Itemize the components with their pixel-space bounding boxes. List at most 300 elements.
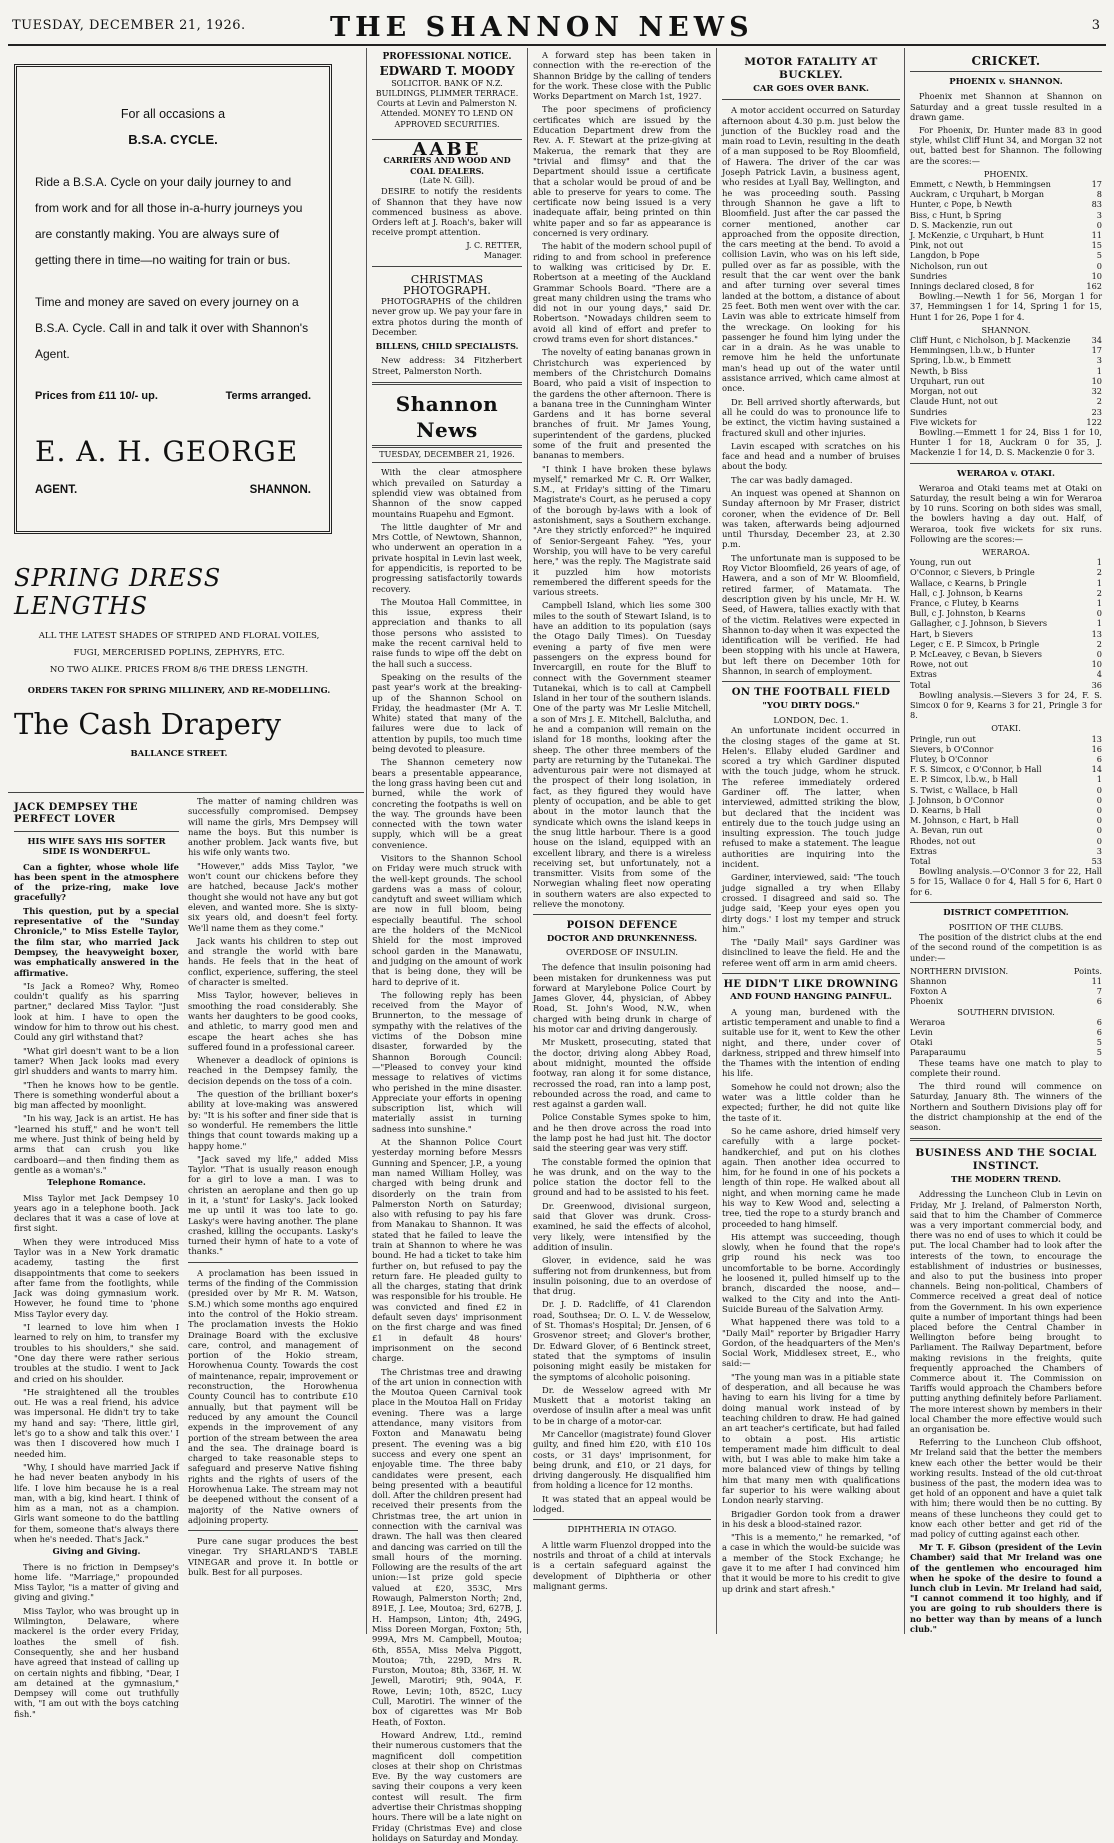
scorecard-row [910,199,1102,209]
poison-paragraph: Mr Cancellor (magistrate) found Glover guilty, and fined him £20, with £10 10s costs, or 31 days' imprisonment, for being drunk, and £10, or 21 days, for driving dangerously. He disqualified him from holding a licence for 12 months. [533,1429,711,1491]
match1-intro: Phoenix met Shannon at Shannon on Saturday and a great tussle resulted in a drawn game. [910,91,1102,122]
scorecard-entry: Sundries [910,270,947,281]
scorecard-entry: A. Bevan, run out [910,825,983,836]
scorecard-row [910,785,1102,795]
news-paragraph: "I think I have broken these bylaws myself," remarked Mr C. R. Orr Walker, S.M., at Friday's sitting of the Timaru Magistrate's Court, as he perused a copy of the borough by-laws with a look of astonishment, says a Southern exchange. "Are they strictly enforced?" he inquired of Senior-Sergeant Fahey. "Yes, your Worship, you will have to be very careful here," was the reply. The Magistrate said it puzzled him how motorists remembered the different speeds for the various streets. [533,463,711,598]
shannon-bowling: Bowling.—Emmett 1 for 24, Biss 1 for 10, Hunter 1 for 18, Auckram 0 for 35, J. Mackenzie 1 for 14, D. S. Mackenzie 0 for 3. [910,426,1102,458]
aabe-role: Manager. [483,251,522,261]
scorecard-value: 1 [1096,618,1102,629]
drowning-paragraph: Brigadier Gordon took from a drawer in his desk a blood-stained razor. [722,1508,900,1529]
local-paragraph: Speaking on the results of the past year's work at the breaking-up of the Shannon School on Friday, the headmaster (Mr A. T. White) stated that many of the failures were due to lack of attention by pupils, too much time being devoted to pleasure. [372,671,522,755]
dempsey-article-col-a [14,796,179,1719]
drowning-headline: HE DIDN'T LIKE DROWNING [723,979,899,991]
football-subheadline: "YOU DIRTY DOGS." [762,700,860,711]
news-column-5 [722,50,900,1632]
column-rule [904,48,905,1634]
scorecard-row [910,335,1102,345]
scorecard-value: 0 [1096,784,1102,795]
scorecard-value: 8 [1096,189,1102,200]
column-rule [716,48,717,1634]
weraroa-total: Total 36 [910,679,1102,690]
scorecard-entry: Weraroa [910,1016,946,1027]
shannon-total: Five wickets for 122 [910,416,1102,427]
scorecard-value: 32 [1091,386,1102,397]
match2-intro: Weraroa and Otaki teams met at Otaki on Saturday, the result being a win for Weraroa by 10 runs. Scoring on both sides was small, the bowlers having a day out. Half, of Weraroa, took five wickets for six runs. Following are the scores:— [910,482,1102,544]
local-dateline: TUESDAY, DECEMBER 21, 1926. [379,450,515,460]
scorecard-entry: Hall, c J. Johnson, b Kearns [910,587,1023,598]
scorecard-row [910,598,1102,608]
diphtheria-headline: DIPHTHERIA IN OTAGO. [567,1525,677,1536]
poison-subheadline: OVERDOSE OF INSULIN. [565,947,679,958]
dempsey-subhead: Telephone Romance. [47,1178,146,1189]
scorecard-entry: Extras [910,845,937,856]
aabe-late: (Late N. Gill). [419,175,475,185]
scorecard-entry: D. Kearns, b Hall [910,805,981,816]
scorecard-row [910,996,1102,1006]
district-subtitle: POSITION OF THE CLUBS. [948,922,1064,933]
match1-title: PHOENIX v. SHANNON. [949,77,1063,88]
scorecard-value: 3 [1096,845,1102,856]
scorecard-entry: E. P. Simcox, l.b.w., b Hall [910,774,1018,785]
drowning-paragraph: A young man, burdened with the artistic temperament and unable to find a suitable use for it, went to Kew the other night, and there, under cover of darkness, stripped and threw himself into the Thames with the intention of ending his life. [722,1006,900,1079]
drowning-paragraph: What happened there was told to a "Daily Mail" reporter by Brigadier Harry Gordon, of the headquarters of the Men's Social Work, Middlesex street, E., who said:— [722,1317,900,1369]
scorecard-row [910,1037,1102,1047]
local-paragraph: The following reply has been received from the Mayor of Brunnerton, to the message of sympathy with the relatives of the victims of the Dobson mine disaster, forwarded by the Shannon Borough Council:—"Pleased to convey your kind message to relatives of victims who perished in the mine disaster. Appreciate your efforts in opening subscription list, which will materially assist in turning sadness into sunshine." [372,989,522,1134]
scorecard-row [910,976,1102,986]
dempsey-paragraph: This question, put by a special representative of the "Sunday Chronicle," to Miss Estelle Taylor, the film star, who married Jack Dempsey, the heavyweight boxer, was emphatically answered in the affirmative. [14,905,179,978]
scorecard-value: 5 [1096,1047,1102,1058]
motor-paragraph: Lavin escaped with scratches on his face and head and a number of bruises about the body. [722,440,900,472]
scorecard-value: 1 [1096,557,1102,568]
drapery-name: The Cash Drapery [14,707,282,741]
scorecard-row [910,795,1102,805]
scorecard-value: 13 [1091,733,1102,744]
scorecard-value: 34 [1091,335,1102,346]
business-subheadline: THE MODERN TREND. [951,1175,1061,1186]
bsa-terms: Terms arranged. [225,390,311,402]
masthead-rule [8,44,1106,46]
weraroa-bowling: Bowling analysis.—Sievers 3 for 24, F. S. Simcox 0 for 9, Kearns 3 for 21, Pringle 3 for 8. [910,689,1102,721]
phoenix-bowling: Bowling.—Newth 1 for 56, Morgan 1 for 37, Hemmingsen 1 for 14, Spring 1 for 15, Hunt 1 for 26, Pope 1 for 4. [910,291,1102,322]
scorecard-row [910,210,1102,220]
drowning-paragraph: His attempt was succeeding, though slowly, when he found that the rope's grip round his neck was too uncomfortable to be borne. Accordingly he loosened it, pulled himself up to the branch, discarded the noose, and—walked to the City and into the Anti-Suicide Bureau of the Salvation Army. [722,1231,900,1314]
cricket-headline: CRICKET. [971,54,1041,68]
news-column-4 [533,50,711,1632]
scorecard-entry: Extras [910,669,937,680]
dempsey-paragraph: Miss Taylor, who was brought up in Wilmington, Delaware, where mackerel is the order every Friday, loathes the smell of fish. Consequently, she and her husband have agreed that instead of calling up on certain nights and fibbing, "Dear, I am detained at the gymnasium," Dempsey will come out truthfully with, "I am out with the boys catching fish." [14,1605,179,1719]
vinegar-advert: Pure cane sugar produces the best vinegar. Try SHARLAND'S TABLE VINEGAR and prove it. In bottle or bulk. Best for all purposes. [188,1536,358,1578]
scorecard-entry: Sievers, b O'Connor [910,743,994,754]
poison-paragraph: Glover, in evidence, said he was suffering not from drunkenness, but from insulin poisoning, due to an overdose of that drug. [533,1255,711,1297]
motor-subheadline: CAR GOES OVER BANK. [753,84,869,94]
scorecard-value: 1 [1096,597,1102,608]
scorecard-row [910,649,1102,659]
dempsey-paragraph: Whenever a deadlock of opinions is reached in the Dempsey family, the decision depends on the toss of a coin. [188,1055,358,1086]
scorecard-value: 16 [1091,743,1102,754]
south-label: SOUTHERN DIVISION. [957,1006,1055,1017]
scorecard-value: 0 [1096,815,1102,826]
scorecard-row [910,608,1102,618]
scorecard-row [910,805,1102,815]
scorecard-entry: Newth, b Biss [910,365,968,376]
scorecard-value: 83 [1091,199,1102,210]
dempsey-paragraph: "In his way, Jack is an artist. He has "learned his stuff," and he won't tell me where. Just think of being held by arms that can crush you like cardboard—and then finding them as gentle as a woman's." [14,1113,179,1175]
scorecard-value: 0 [1096,805,1102,816]
drapery-headline: SPRING DRESS LENGTHS [14,564,222,620]
northern-division-table [910,976,1102,1007]
scorecard-value: 17 [1091,179,1102,190]
drowning-paragraph: "The young man was in a pitiable state of desperation, and all because he was having to earn his living for a time by doing manual work instead of by teaching children to draw. He had gained an art teacher's certificate, but had failed to obtain a post. His artistic temperament made him difficult to deal with, but I was able to make him take a more balanced view of things by telling him that many men with qualifications far superior to his were walking about London nearly starving. [722,1371,900,1506]
scorecard-entry: Hemmingsen, l.b.w., b Hunter [910,345,1035,356]
scorecard-value: 10 [1091,659,1102,670]
bsa-intro: For all occasions a [120,107,226,121]
news-paragraph: The novelty of eating bananas grown in Christchurch was experienced by members of the Christchurch Domains Board, who paid a visit of inspection to the gardens the other afternoon. There is a banana tree in the Cunningham Winter Gardens and it has borne several branches of fruit. Mr James Young, superintendent of the gardens, plucked some of the fruit and presented the bananas to members. [533,347,711,461]
aabe-name: AABE [412,139,482,161]
news-paragraph: The habit of the modern school pupil of riding to and from school in preference to walking was criticised by Dr. E. Robertson at a meeting of the Auckland Grammar Schools Board. "There are a great many children using the trams who did not in our young days," said Dr. Robertson. "Nowadays children seem to avoid all kind of effort and prefer to crowd trams even for short distances." [533,241,711,345]
moody-name: EDWARD T. MOODY [379,64,515,79]
otaki-bowling: Bowling analysis.—O'Connor 3 for 22, Hall 5 for 15, Wallace 0 for 4, Hall 5 for 6, Hart 0 for 6. [910,866,1102,897]
dempsey-paragraph: "What girl doesn't want to be a lion tamer? When Jack looks mad every girl shudders and wants to marry him. [14,1045,179,1077]
local-paragraph: Howard Andrew, Ltd., remind their numerous customers that the magnificent doll competition closes at their shop on Christmas Eve. By the way customers are saving their coupons a very keen contest will result. The firm advertise their Christmas shopping hours. There will be a late night on Friday (Christmas Eve) and close holidays on Saturday and Monday. [372,1729,522,1843]
phoenix-label: PHOENIX. [983,168,1029,179]
poison-paragraph: Mr Muskett, prosecuting, stated that the doctor, driving along Abbey Road, about midnight, mounted the offside footway, ran along it for some distance, recrossed the road, ran into a lamp post, rebounded across the road, and came to rest against a garden wall. [533,1037,711,1110]
business-paragraph: Addressing the Luncheon Club in Levin on Friday, Mr J. Ireland, of Palmerston North, said that to him the Chamber of Commerce was a very important commercial body, and there was no end of uses to which it could be put. The local Chamber had to look after the interests of the town, to encourage the establishment of industries or businesses, and also to put the business into proper channels. Being non-political, Chambers of Commerce received a great deal of notice from the Government. In his own experience quite a number of important things had been placed before the Central Chamber in Wellington before being brought to Parliament. The Railway Department, before making revisions in the freights, quite frequently approached the Chambers of Commerce about it. The Commission on Tariffs would approach the Chambers before putting anything definitely before Parliament. The more interest shown by members in their local Chamber the more effective would such an organisation be. [910,1189,1102,1434]
scorecard-row [910,230,1102,240]
motor-paragraph: The car was badly damaged. [731,474,853,485]
poison-subheadline: DOCTOR AND DRUNKENNESS. [546,933,698,944]
scorecard-value: 6 [1096,996,1102,1007]
football-dateline: LONDON, Dec. 1. [773,714,849,725]
scorecard-value: 0 [1096,608,1102,619]
scorecard-entry: Bull, c J. Johnston, b Kearns [910,608,1026,619]
news-paragraph: The poor specimens of proficiency certificates which are issued by the Education Department drew from the Rev. A. F. Stewart at the prize-giving at Makerua, the remark that they are "trivial and flimsy" and that the Department should issue a certificate that a scholar would be proud of and be able to preserve for years to come. The certificate now being issued is a very inadequate affair, being printed on thin white paper and so far as appearance is concerned is very ordinary. [533,104,711,239]
scorecard-value: 0 [1096,648,1102,659]
scorecard-entry: Biss, c Hunt, b Spring [910,209,1002,220]
drowning-subheadline: AND FOUND HANGING PAINFUL. [730,992,892,1003]
scorecard-entry: J. Johnson, b O'Connor [910,794,1004,805]
scorecard-value: 2 [1096,638,1102,649]
dempsey-headline: JACK DEMPSEY THE PERFECT LOVER [14,802,138,825]
scorecard-value: 3 [1096,209,1102,220]
shannon-label: SHANNON. [981,324,1031,335]
poison-paragraph: The defence that insulin poisoning had been mistaken for drunkenness was put forward at Marylebone Police Court by James Glover, 44, physician, of Abbey Road, St. John's Wood, N.W., when charged with being drunk in charge of his motor car and driving dangerously. [533,962,711,1035]
scorecard-row [910,567,1102,577]
scorecard-entry: Flutey, b O'Connor [910,754,988,764]
scorecard-row [910,774,1102,784]
column-rule [527,48,528,1634]
dempsey-paragraph: "Why, I should have married Jack if he had never beaten anybody in his life. I love him because he is a real man, with a big, kind heart. I think of him as a man, not as a champion. Girls want someone to do the battling for them, someone that's always there when he's needed. That's Jack." [14,1461,179,1544]
scorecard-row [910,557,1102,567]
scorecard-row [910,396,1102,406]
scorecard-row [910,588,1102,598]
north-header: NORTHERN DIVISION. Points. [910,965,1102,976]
dempsey-paragraph: "He straightened all the troubles out. He was a real friend, his advice was impersonal. He didn't try to take my hand and say: 'There, little girl, let's go to a show and talk this over.' I was then I discovered how much I needed him. [14,1386,179,1459]
local-paragraph: The little daughter of Mr and Mrs Cottle, of Newtown, Shannon, who underwent an operation in a private hospital in Levin last week, for appendicitis, is reported to be progressing satisfactorily towards recovery. [372,521,522,594]
hokio-stream-paragraph: A proclamation has been issued in terms of the finding of the Commission (presided over by Mr R. M. Watson, S.M.) which some months ago enquired into the control of the Hokio stream. The proclamation invests the Hokio Drainage Board with the exclusive care, control, and management of portion of the Hokio stream, Horowhenua County. Towards the cost of maintenance, repair, improvement or reconstruction, the Horowhenua County Council has to contribute £10 annually, but that payment will be reduced by any amount the Council expends in the improvement of any portion of the stream between the area and the sea. The drainage board is charged to take reasonable steps to safeguard and preserve Native fishing rights and the rights of users of the Horowhenua Lake. The stream may not be deepened without the consent of a majority of the Native owners of adjoining property. [188,1267,358,1525]
scorecard-row [910,386,1102,396]
scorecard-value: 23 [1091,406,1102,417]
poison-paragraph: The constable formed the opinion that he was drunk, and on the way to the police station the doctor fell to the ground and had to be assisted to his feet. [533,1156,711,1198]
scorecard-value: 6 [1096,1027,1102,1038]
district-title: DISTRICT COMPETITION. [943,907,1069,918]
scorecard-entry: Pink, not out [910,240,964,251]
dempsey-subhead: Giving and Giving. [52,1547,141,1558]
scorecard-row [910,220,1102,230]
drowning-paragraph: "This is a memento," he remarked, "of a case in which the would-be suicide was a member of the Stock Exchange; he gave it to me after I had convinced him that it would be more to his credit to give up drink and start afresh." [722,1532,900,1594]
motor-paragraph: The unfortunate man is supposed to be Roy Victor Bloomfield, 26 years of age, of Hawera, and a son of Mr W. Bloomfield, retired farmer, of Matamata. The description given by his uncle, Mr H. W. Seed, of Hawera, tallies exactly with that of the victim. Relatives were expected in Shannon to-day when it was expected the identification will be verified. He had been stopping with his uncle at Hawera, but left there on December 10th for Shannon, in search of employment. [722,552,900,677]
dempsey-paragraph: Miss Taylor, however, believes in smoothing the road considerably. She wants her daughters to be good cooks, and athletic, to marry good men and escape the heart aches she has suffered found in a professional career. [188,990,358,1052]
scorecard-value: 10 [1091,270,1102,281]
football-paragraph: An unfortunate incident occurred in the closing stages of the game at St. Helen's. Ellaby eluded Gardiner and scored a try which Gardiner disputed with the touch judge, whom he struck. The referee immediately ordered Gardiner off. The latter, when interviewed, admitted striking the blow, but declared that the incident was entirely due to the touch judge using an insulting expression. The touch judge refused to make a statement. The league authorities are inquiring into the incident. [722,725,900,870]
scorecard-entry: Wallace, c Kearns, b Pringle [910,577,1027,588]
page-number: 3 [1091,18,1100,33]
scorecard-entry: Rhodes, not out [910,835,976,846]
district-intro: The position of the district clubs at the end of the second round of the competition is as under:— [910,932,1102,963]
scorecard-value: 5 [1096,1037,1102,1048]
drapery-line-3: ORDERS TAKEN FOR SPRING MILLINERY, AND RE-MODELLING. [27,685,331,695]
poison-defence-headline: POISON DEFENCE [566,920,678,932]
scorecard-row [910,986,1102,996]
moody-details: SOLICITOR. BANK OF N.Z. BUILDINGS, PLIMMER TERRACE. Courts at Levin and Palmerston N. Attended. MONEY TO LEND ON APPROVED SECURITIES. [375,78,519,129]
district-close: The third round will commence on Saturday, January 8th. The winners of the Northern and Southern Divisions play off for the district championship at the end of the season. [910,1081,1102,1132]
aabe-body: DESIRE to notify the residents of Shannon that they have now commenced business as above. Orders left at J. Roach's, baker will receive prompt attention. [372,186,522,238]
christmas-photograph-title: CHRISTMAS PHOTOGRAPH. [403,273,491,297]
football-paragraph: Gardiner, interviewed, said: "The touch judge signalled a try when Ellaby crossed. I disagreed and said so. The judge said, 'Keep your eyes open you dirty dogs.' I lost my temper and struck him." [722,872,900,934]
scorecard-row [910,744,1102,754]
scorecard-entry: Claude Hunt, not out [910,396,998,407]
scorecard-entry: France, c Flutey, b Kearns [910,597,1019,608]
scorecard-row [910,734,1102,744]
scorecard-entry: Gallagher, c J. Johnson, b Sievers [910,618,1048,629]
drapery-line-1: ALL THE LATEST SHADES OF STRIPED AND FLORAL VOILES, FUGI, MERCERISED POPLINS, ZEPHYRS, ETC. [38,631,320,658]
masthead-title: THE SHANNON NEWS [330,12,754,43]
scorecard-entry: Sundries [910,406,947,417]
scorecard-row [910,189,1102,199]
dempsey-intro: Can a fighter, whose whole life has been spent in the atmosphere of the prize-ring, make love gracefully? [14,861,179,903]
local-paragraph: With the clear atmosphere which prevailed on Saturday a splendid view was obtained from Shannon of the snow capped mountains Ruapehu and Egmont. [372,467,522,519]
bsa-prices: Prices from £11 10/- up. [35,390,158,402]
poison-paragraph: Dr. Greenwood, divisional surgeon, said that Glover was drunk. Cross-examined, he said the effects of alcohol, very likely, were intensified by the addition of insulin. [533,1200,711,1252]
scorecard-row [910,639,1102,649]
scorecard-entry: Phoenix [910,996,944,1007]
otaki-scorecard [910,734,1102,856]
scorecard-entry: Foxton A [910,986,947,997]
scorecard-row [910,754,1102,764]
scorecard-entry: Spring, l.b.w., b Emmett [910,355,1011,366]
weraroa-scorecard [910,557,1102,679]
scorecard-value: 10 [1091,375,1102,386]
scorecard-value: 1 [1096,365,1102,376]
scorecard-value: 2 [1096,396,1102,407]
scorecard-row [910,846,1102,856]
drapery-street: BALLANCE STREET. [130,749,228,759]
business-headline: BUSINESS AND THE SOCIAL INSTINCT. [915,1147,1097,1173]
scorecard-entry: Langdon, b Pope [910,250,980,261]
scorecard-value: 0 [1096,825,1102,836]
scorecard-row [910,629,1102,639]
scorecard-value: 0 [1096,794,1102,805]
dempsey-paragraph: "I learned to love him when I learned to rely on him, to transfer my troubles to his shoulders," she said. "One day there were rather serious troubles at the studio. I went to Jack and cried on his shoulder. [14,1322,179,1384]
scorecard-row [910,1027,1102,1037]
dempsey-paragraph: When they were introduced Miss Taylor was in a New York dramatic academy, tasting the first disappointments that come to seekers after fame from the footlights, while Jack was doing gymnasium work. However, he found time to 'phone Miss Taylor every day. [14,1236,179,1319]
dealer-name: E. A. H. GEORGE [35,435,299,468]
district-note: These teams have one match to play to complete their round. [910,1057,1102,1078]
scorecard-entry: S. Twist, c Wallace, b Hall [910,784,1018,795]
otaki-label: OTAKI. [991,723,1021,734]
scorecard-value: 0 [1096,219,1102,230]
bsa-cycle-advertisement [14,64,332,534]
dempsey-paragraph: The question of the brilliant boxer's ability at love-making was answered by: "It is his softer and finer side that is so wonderful. He remembers the little things that count towards making up a happy home." [188,1089,358,1151]
photo-firm: BILLENS, CHILD SPECIALISTS. [375,341,519,352]
scorecard-row [910,815,1102,825]
scorecard-entry: Hart, b Sievers [910,628,973,639]
photo-body: PHOTOGRAPHS of the children never grow up. We pay your fare in extra photos during the month of December. [372,295,522,337]
local-paragraph: At the Shannon Police Court yesterday morning before Messrs Gunning and Spencer, J.P., a young man named William Holley, was charged with being drunk and disorderly on the train from Palmerston North on Saturday; also with refusing to pay his fare from Manakau to Shannon. It was stated that he failed to leave the train at Shannon to where he was bound. He had a ticket to take him further on, but refused to pay the return fare. He pleaded guilty to all the charges, stating that drink was responsible for his trouble. He was convicted and fined £2 in default seven days' imprisonment on the first charge and was fined £1 in default 48 hours' imprisonment on the second charge. [372,1137,522,1364]
scorecard-value: 3 [1096,355,1102,366]
aabe-signature: J. C. RETTER, [466,240,522,250]
scorecard-entry: O'Connor, c Sievers, b Pringle [910,567,1035,578]
match1-note: For Phoenix, Dr. Hunter made 83 in good style, whilst Cliff Hunt 34, and Morgan 32 not out, batted best for Shannon. The following are the scores:— [910,125,1102,166]
drowning-paragraph: Somehow he could not drown; also the water was a little colder than he expected; further, he did not quite like the taste of it. [722,1081,900,1123]
scorecard-row [910,179,1102,189]
dempsey-paragraph: Miss Taylor met Jack Dempsey 10 years ago in a telephone booth. Jack declares that it was a case of love at first sight. [14,1192,179,1234]
notices-local-column [372,50,523,1843]
motor-paragraph: An inquest was opened at Shannon on Sunday afternoon by Mr Fraser, district coroner, when the evidence of Dr. Bell was taken, afterwards being adjourned until Thursday, December 23, at 2.30 p.m. [722,487,900,550]
shannon-news-nameplate: Shannon News [395,392,499,443]
scorecard-entry: Hunter, c Pope, b Newth [910,199,1013,210]
column-rule [366,48,367,1634]
scorecard-entry: Urquhart, run out [910,375,985,386]
scorecard-value: 11 [1091,230,1102,241]
scorecard-value: 6 [1096,1016,1102,1027]
scorecard-row [910,764,1102,774]
professional-notice-label: PROFESSIONAL NOTICE. [382,52,512,62]
shannon-scorecard [910,335,1102,417]
weraroa-label: WERAROA. [982,546,1030,557]
dealer-role: AGENT. [35,484,78,496]
scorecard-value: 13 [1091,628,1102,639]
southern-division-table [910,1017,1102,1058]
scorecard-entry: J. McKenzie, c Urquhart, b Hunt [910,230,1044,241]
poison-paragraph: Dr. J. D. Radcliffe, of 41 Clarendon road, Southsea; Dr. O. L. V. de Wesselow, of St. Thomas's Hospital; Dr. Jensen, of 6 Grosvenor street; and Glover's brother, Dr. Edward Glover, of 6 Bentinck street, stated that the symptoms of insulin poisoning might easily be mistaken for the symptoms of alcoholic poisoning. [533,1299,711,1382]
otaki-total: Total 53 [910,856,1102,867]
dempsey-subheadline: HIS WIFE SAYS HIS SOFTER SIDE IS WONDERFUL. [27,837,166,858]
scorecard-value: 15 [1091,240,1102,251]
scorecard-row [910,271,1102,281]
scorecard-row [910,366,1102,376]
scorecard-row [910,1017,1102,1027]
scorecard-row [910,250,1102,260]
dempsey-paragraph: "Then he knows how to be gentle. There is something wonderful about a big man affected by moonlight. [14,1079,179,1111]
drowning-paragraph: So he came ashore, dried himself very carefully with a large pocket-handkerchief, and put on his clothes again. Then another idea occurred to him, for he found in one of his pockets a length of thin rope. He walked about all night, and when morning came he made his way to Kew Wood and, selecting a tree, tied the rope to a sturdy branch and proceeded to hang himself. [722,1125,900,1229]
scorecard-value: 0 [1096,260,1102,271]
news-paragraph: Campbell Island, which lies some 300 miles to the south of Stewart Island, is to have an addition to its population (says the Otago Daily Times). On Tuesday evening a party of five men were passengers on the express bound for Invercargill, en route for the Bluff to connect with the Government steamer Tutanekai, which is to call at Campbell Island in her tour of the southern islands. One of the party was Mr Leslie Mitchell, a son of Mrs J. E. Mitchell, Balclutha, and he and a companion will remain on the island for 18 months, looking after the sheep. The other three members of the party are returning by the Tutanekai. The adventurous pair were not dismayed at the prospect of their long isolation, in fact, as they figured they would have plenty of occupation, and be able to get about in the motor launch that the syndicate which owns the island keeps in the snug little harbour. There is a good house on the island, equipped with an excellent library, and there is a wireless receiving set, but unfortunately, not a transmitter. Visits from some of the Norwegian whaling fleet now operating in southern waters are also expected to relieve the monotony. [533,600,711,910]
scorecard-value: 2 [1096,587,1102,598]
scorecard-entry: Young, run out [910,557,972,568]
scorecard-row [910,407,1102,417]
scorecard-row [910,355,1102,365]
local-paragraph: The Christmas tree and drawing of the art union in connection with the Moutoa Queen Carnival took place in the Moutoa Hall on Friday evening. There was a large attendance, many visitors from Foxton and Manawatu being present. The evening was a big success and every one spent an enjoyable time. The three baby candidates were present, each being presented with a beautiful doll. After the children present had received their presents from the Christmas tree, the art union in connection with the carnival was drawn. The hall was then cleared and dancing was carried on till the small hours of the morning. Following are the results of the art union:—1st prize gold specie valued at £20, 353C, Mrs Rowaugh, Palmerston North; 2nd, 891E, J. Lee, Moutoa; 3rd, 627B, J. H. Hampson, Linton; 4th, 249G, Miss Doreen Morgan, Foxton; 5th, 999A, Mrs M. Campbell, Moutoa; 6th, 855A, Miss Melva Piggott, Moutoa; 7th, 229D, Mrs R. Furston, Moutoa; 8th, 336F, H. W. Jewell, Marotiri; 9th, 904A, F. Rowe, Levin; 10th, 852C, Lucy Cull, Marotiri. The winner of the box of cigarettes was Mr Bob Heath, of Foxton. [372,1366,523,1727]
scorecard-row [910,1047,1102,1057]
football-headline: ON THE FOOTBALL FIELD [731,687,891,699]
masthead-date: TUESDAY, DECEMBER 21, 1926. [12,18,246,33]
scorecard-value: 14 [1091,764,1102,775]
scorecard-row [910,659,1102,669]
scorecard-entry: F. S. Simcox, c O'Connor, b Hall [910,764,1042,775]
scorecard-value: 11 [1091,976,1102,987]
section-rule [8,792,364,793]
scorecard-value: 7 [1096,986,1102,997]
drapery-line-2: NO TWO ALIKE. PRICES FROM 8/6 THE DRESS LENGTH. [49,665,309,675]
local-paragraph: The Shannon cemetery now bears a presentable appearance, the long grass having been cut and burned, while the work of concreting the footpaths is well on the way. The grounds have been connected with the town water supply, which will be a great convenience. [372,757,522,850]
scorecard-entry: Shannon [910,976,947,987]
scorecard-entry: Auckram, c Urquhart, b Morgan [910,189,1045,200]
dempsey-article-col-b [188,796,358,1632]
business-paragraph: Referring to the Luncheon Club offshoot, Mr Ireland said that the better the members knew each other the better would be their working results. Instead of the old cut-throat business of the past, the modern idea was to get hold of an opponent and have a quiet talk with him; there would then be no cutting. By means of these luncheons they could get to know each other better and get rid of the mad policy of cutting against each other. [910,1437,1102,1540]
cricket-column [910,50,1102,1632]
cash-drapery-advertisement [14,564,344,759]
local-paragraph: Visitors to the Shannon School on Friday were much struck with the well-kept grounds. The school gardens was a mass of colour, candytuft and sweet william which are now in full bloom, being especially beautiful. The school are the holders of the McNicol Shield for the most improved school garden in the Manawatu, and judging on the amount of work that is being done, they will be hard to deprive of it. [372,853,522,987]
bsa-body-1: Ride a B.S.A. Cycle on your daily journey to and from work and for all those in-a-hurry journeys you are constantly making. You are always sure of getting there in time—no waiting for train or bus. [35,175,303,267]
scorecard-row [910,836,1102,846]
scorecard-entry: D. S. Mackenzie, run out [910,219,1013,230]
scorecard-row [910,261,1102,271]
scorecard-value: 0 [1096,835,1102,846]
scorecard-value: 6 [1096,754,1102,764]
scorecard-entry: Leger, c E. P. Simcox, b Pringle [910,638,1040,649]
scorecard-entry: Otaki [910,1037,933,1048]
diphtheria-paragraph: A little warm Fluenzol dropped into the nostrils and throat of a child at intervals is a certain safeguard against the development of Diphtheria or other malignant germs. [533,1539,711,1591]
scorecard-entry: Emmett, c Newth, b Hemmingsen [910,179,1051,190]
dempsey-paragraph: "Jack saved my life," added Miss Taylor. "That is usually reason enough for a girl to love a man. I was to christen an aeroplane and then go up in it, a 'stunt' for Lasky's. Jack looked me up until it was too late to go. Lasky's were having another. The plane crashed, killing the occupants. Lasky's turned their hymn of hate to a vote of thanks." [188,1153,358,1257]
dempsey-paragraph: Jack wants his children to step out and strangle the world with bare hands. He feels that in the heat of conflict, experience, suffering, the steel of character is smelted. [188,935,358,988]
scorecard-value: 5 [1096,250,1102,261]
local-paragraph: The Moutoa Hall Committee, in this issue, express their appreciation and thanks to all those persons who assisted to make the recent carnival held to raise funds to wipe off the debt on the hall such a success. [372,596,522,669]
scorecard-row [910,345,1102,355]
motor-paragraph: A motor accident occurred on Saturday afternoon about 4.30 p.m. just below the junction of the Buckley road and the main road to Levin, resulting in the death of a man supposed to be Roy Bloomfield, of Hawera. The driver of the car was Joseph Patrick Lavin, a business agent, who resides at Lyall Bay, Wellington, and he was proceeding south. Passing through Shannon he gave a lift to Bloomfield. Just after the car passed the corner mentioned, another car approached from the opposite direction, the cars meeting at the bend. To avoid a collision Lavin, who was on his left side, pulled over as far as possible, with the result that the car went over the bank and after turning over several times landed at the bottom, a distance of about 25 feet. Both men went over with the car. Lavin was able to extricate himself from the wreckage. On looking for his passenger he found him lying under the car in a drain. As he was unable to remove him he held the unfortunate man's head up out of the water until assistance arrived, which came almost at once. [722,105,900,394]
dempsey-paragraph: "However," adds Miss Taylor, "we won't count our chickens before they are hatched, because Jack's mother thought she would not have any but got eleven, and wanted more. She is sixty-six years old, and doesn't feel forty. We'll name them as they come." [188,860,358,933]
scorecard-row [910,669,1102,679]
motor-fatality-headline: MOTOR FATALITY AT BUCKLEY. [744,56,878,81]
news-paragraph: A forward step has been taken in connection with the re-erection of the Shannon Bridge by the calling of tenders for the work. These close with the Public Works Department on March 1st, 1927. [533,50,711,102]
business-paragraph: Mr T. F. Gibson (president of the Levin Chamber) said that Mr Ireland was one of the gentlemen who encouraged him when he spoke of the desire to found a lunch club in Levin. Mr Ireland had said, "I cannot commend it too highly, and if you are going to rub shoulders there is no better way than by means of a lunch club." [910,1542,1102,1634]
scorecard-entry: Cliff Hunt, c Nicholson, b J. Mackenzie [910,335,1071,346]
football-paragraph: The "Daily Mail" says Gardiner was disinclined to leave the field. He and the referee went off arm in arm amid cheers. [722,937,900,968]
scorecard-row [910,825,1102,835]
scorecard-value: 1 [1096,577,1102,588]
match2-title: WERAROA v. OTAKI. [957,468,1055,479]
phoenix-scorecard [910,179,1102,281]
poison-paragraph: It was stated that an appeal would be lodged. [533,1493,711,1515]
scorecard-entry: Pringle, run out [910,733,976,744]
bsa-body-2: Time and money are saved on every journey on a B.S.A. Cycle. Call in and talk it over with Shannon's Agent. [35,295,309,361]
aabe-subtitle: CARRIERS AND WOOD AND COAL DEALERS. [383,155,511,176]
bsa-product: B.S.A. CYCLE. [128,132,218,147]
scorecard-entry: Nicholson, run out [910,260,988,271]
poison-paragraph: Dr. de Wesselow agreed with Mr Muskett that a motorist taking an overdose of insulin after a meal was unfit to be in charge of a motor-car. [533,1384,711,1426]
scorecard-entry: Morgan, not out [910,386,978,397]
poison-paragraph: Police Constable Symes spoke to him, and he then drove across the road into the lamp post he had just hit. The doctor said the steering gear was very stiff. [533,1112,711,1154]
scorecard-entry: M. Johnson, c Hart, b Hall [910,815,1019,826]
scorecard-row [910,240,1102,250]
dealer-town: SHANNON. [249,484,311,496]
scorecard-row [910,376,1102,386]
scorecard-entry: Rowe, not out [910,659,968,670]
scorecard-entry: P. McLeavey, c Bevan, b Sievers [910,648,1042,659]
scorecard-value: 17 [1091,345,1102,356]
phoenix-total: Innings declared closed, 8 for 162 [910,281,1102,292]
scorecard-value: 4 [1096,669,1102,680]
